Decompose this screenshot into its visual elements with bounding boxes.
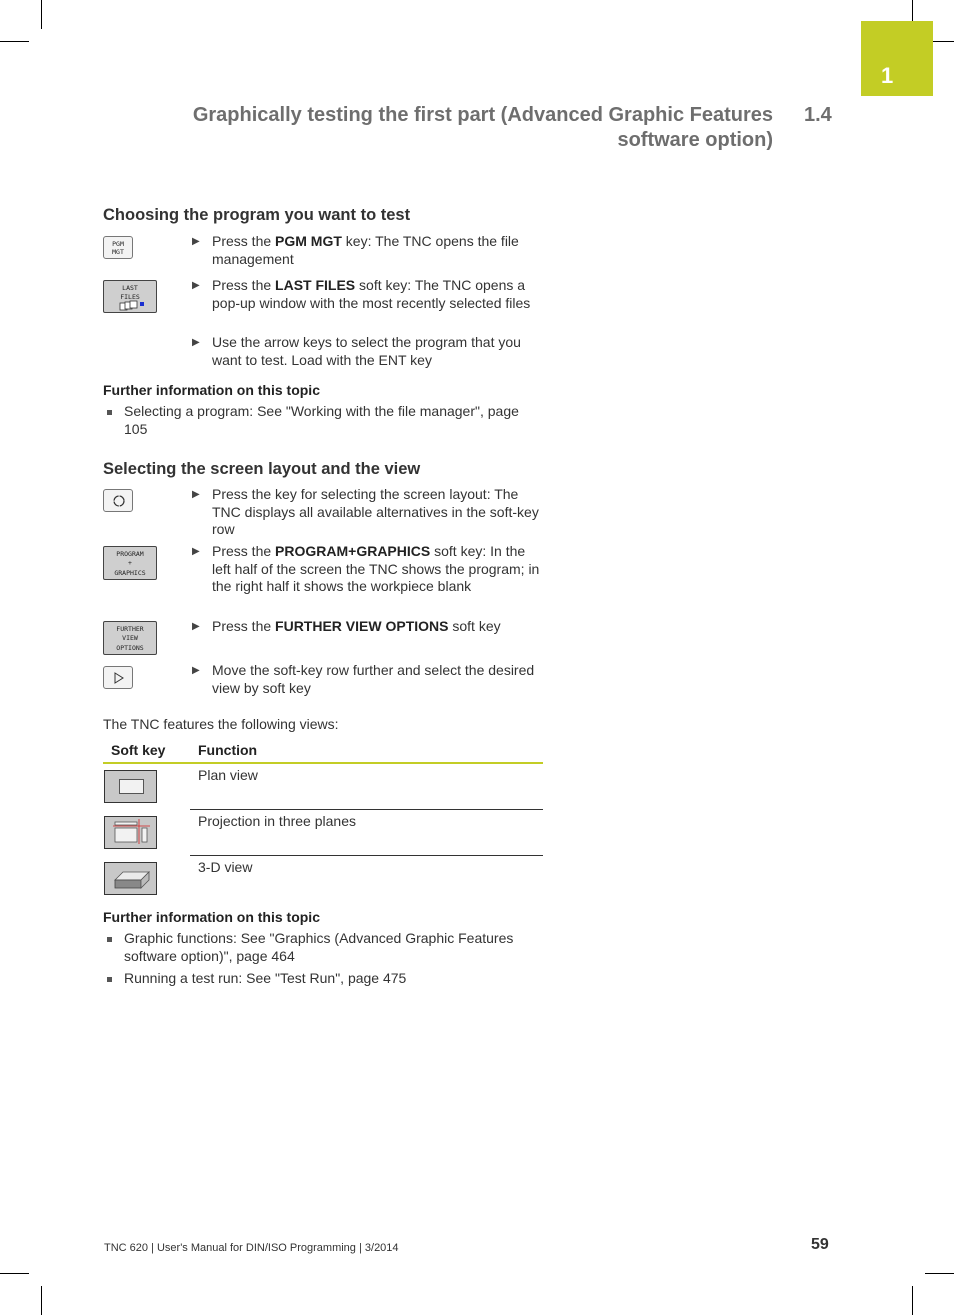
cross-reference-link[interactable]: Selecting a program: See "Working with the file manager", page 105 [124,403,519,437]
arrow-right-icon: ▶ [192,280,200,291]
crop-mark [0,41,29,42]
table-row [103,764,543,810]
column-header: Soft key [111,742,166,758]
column-header: Function [198,742,258,758]
section-heading: Selecting the screen layout and the view [103,460,421,478]
step-text: Press the [212,618,276,634]
step-text: soft key [448,618,501,634]
screen-layout-key-icon [103,489,133,512]
key-name: PGM MGT [275,233,342,249]
arrow-right-icon: ▶ [192,489,200,500]
step-text: key: The TNC opens the file management [212,233,519,267]
key-label: + [128,559,132,567]
header-title-line2: software option) [617,129,773,151]
key-label: GRAPHICS [114,569,146,577]
step-text: Press the [212,277,276,293]
step-text: soft key: The TNC opens a pop-up window with the most recently selected files [212,277,531,311]
running-header-title [133,103,773,153]
step-text: Use the arrow keys to select the program that you want to test. Load with the ENT key [212,334,521,368]
further-info-heading: Further information on this topic [103,909,320,925]
step-item [192,486,544,539]
further-info-heading: Further information on this topic [103,382,320,398]
crop-mark [0,1273,29,1274]
further-info-item [103,970,543,988]
files-icon [119,300,147,311]
section-heading: Choosing the program you want to test [103,206,411,224]
step-text: Move the soft-key row further and select the desired view by soft key [212,662,535,696]
crop-mark [912,1286,913,1315]
function-cell: Projection in three planes [198,813,356,829]
key-label: VIEW [122,634,138,642]
key-label: LAST [122,284,138,292]
crop-mark [925,1273,954,1274]
crop-mark [912,0,913,21]
step-item [192,618,544,636]
arrow-right-icon: ▶ [192,621,200,632]
bullet-icon [107,937,112,942]
step-text: Press the [212,233,276,249]
step-text: Press the key for selecting the screen layout: The TNC displays all available alternatives in the soft-key row [212,486,539,538]
crop-mark [41,0,42,29]
last-files-softkey-icon [103,280,157,313]
arrow-right-icon: ▶ [192,236,200,247]
arrow-right-icon: ▶ [192,665,200,676]
table-row [103,810,543,856]
step-item [192,233,544,268]
step-item [192,334,544,369]
views-table [103,740,543,902]
key-name: PROGRAM+GRAPHICS [275,543,431,559]
key-label: FURTHER [116,625,144,633]
further-view-options-softkey-icon [103,621,157,655]
cross-reference-link[interactable]: Running a test run: See "Test Run", page 475 [124,970,407,986]
step-item [192,277,544,312]
arrow-right-icon: ▶ [192,546,200,557]
key-label: FILES [120,293,140,301]
key-name: FURTHER VIEW OPTIONS [275,618,449,634]
three-planes-softkey-icon [104,816,157,849]
header-title-line1: Graphically testing the first part (Advanced Graphic Features [192,104,773,126]
function-cell: 3-D view [198,859,253,875]
key-label: OPTIONS [116,644,144,652]
bullet-icon [107,410,112,415]
3d-view-softkey-icon [104,862,157,895]
bullet-icon [107,977,112,982]
function-cell: Plan view [198,767,258,783]
key-name: LAST FILES [275,277,356,293]
step-item [192,662,544,697]
views-intro: The TNC features the following views: [103,716,339,732]
arrow-right-icon: ▶ [192,337,200,348]
page-number: 59 [811,1236,829,1253]
step-text: soft key: In the left half of the screen the TNC shows the program; in the right half it shows the workpiece blank [212,543,540,595]
next-softkey-row-key-icon [103,666,133,689]
pgm-mgt-key-icon [103,236,133,259]
key-label: MGT [112,248,124,256]
chapter-tab [861,21,933,96]
table-header [103,740,543,764]
program-graphics-softkey-icon [103,546,157,580]
table-row [103,856,543,902]
chapter-number: 1 [881,63,894,88]
crop-mark [41,1286,42,1315]
triangle-right-icon [113,672,125,684]
circle-arrows-icon [112,494,126,508]
step-text: Press the [212,543,276,559]
key-label: PGM [112,240,124,248]
cross-reference-link[interactable]: Graphic functions: See "Graphics (Advanced Graphic Features software option)", page 464 [124,930,514,964]
further-info-item [103,403,523,438]
section-number: 1.4 [804,104,832,126]
plan-view-softkey-icon [104,770,157,803]
step-item [192,543,544,596]
further-info-item [103,930,543,965]
crop-mark [933,41,954,42]
key-label: PROGRAM [116,550,144,558]
footer-text: TNC 620 | User's Manual for DIN/ISO Programming | 3/2014 [104,1242,399,1254]
